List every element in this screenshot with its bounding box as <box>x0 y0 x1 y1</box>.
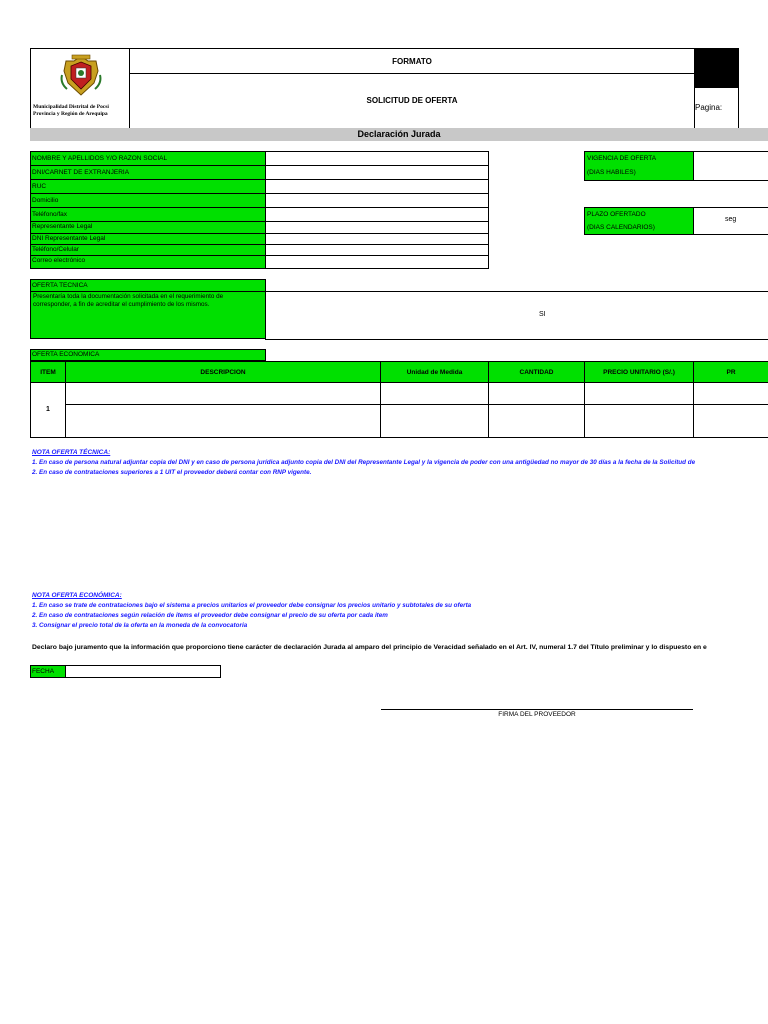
section-title-bar <box>30 128 768 141</box>
term-unit-label: (DIAS CALENDARIOS) <box>587 224 655 231</box>
col-unit-header: Unidad de Medida <box>380 361 489 383</box>
term-value-box[interactable] <box>693 207 768 235</box>
technical-label: OFERTA TECNICA <box>32 282 88 289</box>
term-label: PLAZO OFERTADO <box>587 211 646 218</box>
field-dni-label: DNI/CARNET DE EXTRANJERIA <box>32 169 130 176</box>
validity-value[interactable] <box>693 151 768 181</box>
field-ruc-label: RUC <box>32 183 47 190</box>
economic-notes-title: NOTA OFERTA ECONÓMICA: <box>32 592 122 599</box>
field-name-label: NOMBRE Y APELLIDOS Y/O RAZON SOCIAL <box>32 155 168 162</box>
row-description-cell-2[interactable] <box>65 404 381 438</box>
technical-note-1: 1. En caso de persona natural adjuntar copia del DNI y en caso de persona jurídica adjunto copia del DNI del Representante Legal y la vigencia de poder con una antigüedad no mayor de 30 días a la fecha de la Solicitud de <box>32 459 696 466</box>
term-value: seg <box>725 216 737 223</box>
date-input[interactable] <box>65 665 221 678</box>
technical-value: SI <box>539 311 546 318</box>
date-label: FECHA <box>32 668 55 675</box>
validity-label: VIGENCIA DE OFERTA <box>587 155 657 162</box>
row-unit-cell-2[interactable] <box>380 404 489 438</box>
validity-unit-label: (DIAS HABILES) <box>587 169 636 176</box>
field-legal-rep-dni-label: DNI Representante Legal <box>32 235 106 242</box>
black-code-box <box>694 48 739 88</box>
field-address-label: Domicilio <box>32 197 59 204</box>
field-mobile-label: Teléfono/Celular <box>32 246 79 253</box>
technical-description: Presentaría toda la documentación solicitada en el requerimiento de corresponder, a fin de acreditar el cumplimiento de los mismos. <box>33 293 224 308</box>
format-cell <box>129 48 695 74</box>
row-total-price-cell[interactable] <box>693 382 768 438</box>
section-title: Declaración Jurada <box>357 129 441 139</box>
economic-label: OFERTA ECONOMICA <box>32 351 100 358</box>
validity-label-box <box>584 151 694 181</box>
row-quantity-cell-2[interactable] <box>488 404 585 438</box>
row-unit-price-cell-2[interactable] <box>584 404 694 438</box>
economic-note-3: 3. Consignar el precio total de la oferta en la moneda de la convocatoria <box>32 622 248 629</box>
municipality-line2: Provincia y Región de Arequipa <box>33 111 108 117</box>
signature-label: FIRMA DEL PROVEEDOR <box>498 711 576 718</box>
economic-note-1: 1. En caso se trate de contrataciones bajo el sistema a precios unitarios el proveedor debe consignar los precios unitario y subtotales de su oferta <box>32 602 472 609</box>
signature-line <box>381 709 693 710</box>
col-item-header: ITEM <box>30 361 66 383</box>
provider-values <box>265 151 489 269</box>
date-label-box <box>30 665 66 678</box>
field-phone-fax-label: Teléfono/fax <box>32 211 68 218</box>
row-description-cell-1[interactable] <box>65 382 381 405</box>
declaration-text: Declaro bajo juramento que la información que proporciono tiene carácter de declaración Jurada al amparo del principio de Veracidad señalado en el Art. IV, numeral 1.7 del Título preliminar y lo dispuesto en e <box>32 644 707 651</box>
form-title: SOLICITUD DE OFERTA <box>366 96 458 105</box>
row-quantity-cell[interactable] <box>488 382 585 405</box>
row-unit-price-cell[interactable] <box>584 382 694 405</box>
row-unit-cell[interactable] <box>380 382 489 405</box>
term-label-box <box>584 207 694 235</box>
field-email-label: Correo electrónico <box>32 257 86 264</box>
page-label: Pagina: <box>695 103 723 112</box>
format-label: FORMATO <box>392 57 432 66</box>
row-item-number: 1 <box>46 406 50 413</box>
col-quantity-header: CANTIDAD <box>488 361 585 383</box>
title-cell <box>129 73 695 129</box>
col-unit-price-header: PRECIO UNITARIO (S/.) <box>584 361 694 383</box>
col-total-price-header: PR <box>693 361 768 383</box>
col-description-header: DESCRIPCION <box>65 361 381 383</box>
row-item-cell <box>30 382 66 438</box>
logo-box <box>30 48 130 129</box>
economic-label-box <box>30 349 266 361</box>
economic-note-2: 2. En caso de contrataciones según relación de items el proveedor debe consignar el precio de su oferta por cada item <box>32 612 388 619</box>
technical-notes-title: NOTA OFERTA TÉCNICA: <box>32 449 111 456</box>
municipality-line1: Municipalidad Distrital de Pocsi <box>33 104 109 110</box>
field-legal-rep-label: Representante Legal <box>32 223 93 230</box>
municipal-crest-icon <box>58 53 104 99</box>
technical-description-box <box>30 291 266 339</box>
page-cell <box>694 87 739 129</box>
technical-note-2: 2. En caso de contrataciones superiores a 1 UIT el proveedor deberá contar con RNP vigente. <box>32 469 312 476</box>
